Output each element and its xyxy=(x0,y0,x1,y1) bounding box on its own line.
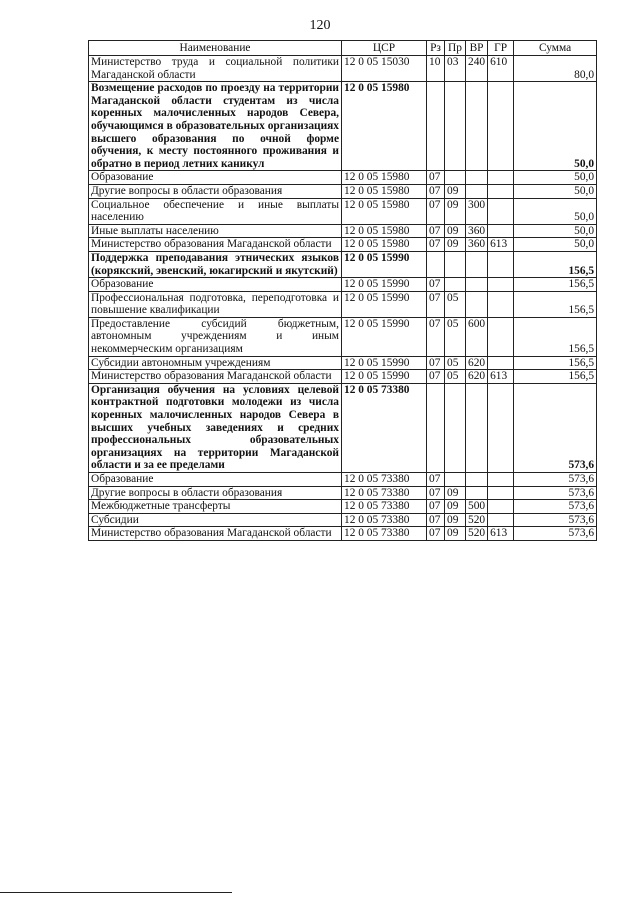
cell-rz: 07 xyxy=(427,184,445,198)
cell-pr: 05 xyxy=(445,356,466,370)
cell-rz: 07 xyxy=(427,527,445,541)
cell-name: Организация обучения на условиях целевой контрактной подготовки молодежи из числа коренных малочисленных народов Севера в высших учебных заведениях и средних профессиональных образовательных организациях на территории Магаданской области и за ее пределами xyxy=(89,383,342,472)
cell-sum: 156,5 xyxy=(514,317,597,356)
cell-rz: 07 xyxy=(427,356,445,370)
cell-gr xyxy=(488,171,514,185)
cell-name: Другие вопросы в области образования xyxy=(89,486,342,500)
table-row xyxy=(89,82,597,171)
cell-csr: 12 0 05 73380 xyxy=(342,473,427,487)
cell-vr: 620 xyxy=(466,356,488,370)
cell-pr: 09 xyxy=(445,500,466,514)
cell-name: Иные выплаты населению xyxy=(89,224,342,238)
cell-pr: 09 xyxy=(445,224,466,238)
cell-csr: 12 0 05 15990 xyxy=(342,356,427,370)
cell-pr: 03 xyxy=(445,56,466,82)
footnote-divider xyxy=(0,892,232,893)
cell-rz: 07 xyxy=(427,370,445,384)
cell-sum: 80,0 xyxy=(514,56,597,82)
cell-name: Другие вопросы в области образования xyxy=(89,184,342,198)
cell-rz: 07 xyxy=(427,291,445,317)
cell-pr: 05 xyxy=(445,370,466,384)
cell-rz: 07 xyxy=(427,317,445,356)
cell-name: Образование xyxy=(89,278,342,292)
cell-pr xyxy=(445,383,466,472)
page-number: 120 xyxy=(309,18,331,33)
cell-csr: 12 0 05 15980 xyxy=(342,198,427,224)
table-row xyxy=(89,278,597,292)
cell-name: Межбюджетные трансферты xyxy=(89,500,342,514)
cell-vr xyxy=(466,383,488,472)
cell-vr xyxy=(466,486,488,500)
cell-gr xyxy=(488,513,514,527)
cell-csr: 12 0 05 73380 xyxy=(342,527,427,541)
cell-sum: 573,6 xyxy=(514,473,597,487)
cell-sum: 573,6 xyxy=(514,383,597,472)
cell-rz xyxy=(427,251,445,277)
cell-sum: 156,5 xyxy=(514,291,597,317)
cell-sum: 50,0 xyxy=(514,238,597,252)
table-row xyxy=(89,473,597,487)
cell-rz xyxy=(427,82,445,171)
table-row xyxy=(89,486,597,500)
cell-name: Министерство труда и социальной политики Магаданской области xyxy=(89,56,342,82)
cell-rz: 07 xyxy=(427,513,445,527)
cell-sum: 156,5 xyxy=(514,370,597,384)
cell-gr xyxy=(488,486,514,500)
cell-pr: 09 xyxy=(445,184,466,198)
cell-name: Образование xyxy=(89,171,342,185)
table-row xyxy=(89,56,597,82)
table-row xyxy=(89,317,597,356)
cell-pr: 09 xyxy=(445,198,466,224)
cell-vr xyxy=(466,251,488,277)
cell-vr: 600 xyxy=(466,317,488,356)
cell-vr: 360 xyxy=(466,224,488,238)
cell-vr xyxy=(466,473,488,487)
cell-name: Министерство образования Магаданской области xyxy=(89,527,342,541)
cell-csr: 12 0 05 15980 xyxy=(342,224,427,238)
cell-sum: 50,0 xyxy=(514,171,597,185)
table-row xyxy=(89,238,597,252)
table-row xyxy=(89,198,597,224)
cell-gr: 610 xyxy=(488,56,514,82)
cell-sum: 156,5 xyxy=(514,278,597,292)
cell-vr: 520 xyxy=(466,527,488,541)
cell-csr: 12 0 05 15990 xyxy=(342,251,427,277)
cell-pr: 09 xyxy=(445,513,466,527)
cell-gr xyxy=(488,317,514,356)
cell-vr xyxy=(466,291,488,317)
cell-pr: 09 xyxy=(445,238,466,252)
cell-name: Министерство образования Магаданской области xyxy=(89,238,342,252)
cell-vr: 520 xyxy=(466,513,488,527)
table-row xyxy=(89,184,597,198)
table-row xyxy=(89,171,597,185)
table-row xyxy=(89,224,597,238)
cell-vr xyxy=(466,171,488,185)
cell-gr xyxy=(488,82,514,171)
cell-csr: 12 0 05 15980 xyxy=(342,238,427,252)
cell-pr: 09 xyxy=(445,486,466,500)
cell-rz xyxy=(427,383,445,472)
cell-vr: 300 xyxy=(466,198,488,224)
table-row xyxy=(89,370,597,384)
cell-name: Социальное обеспечение и иные выплаты населению xyxy=(89,198,342,224)
cell-gr xyxy=(488,291,514,317)
table-row xyxy=(89,291,597,317)
cell-csr: 12 0 05 15990 xyxy=(342,370,427,384)
cell-gr xyxy=(488,383,514,472)
cell-gr xyxy=(488,278,514,292)
table-row xyxy=(89,383,597,472)
cell-csr: 12 0 05 15980 xyxy=(342,184,427,198)
cell-pr xyxy=(445,473,466,487)
cell-sum: 156,5 xyxy=(514,251,597,277)
cell-rz: 07 xyxy=(427,198,445,224)
cell-name: Субсидии xyxy=(89,513,342,527)
cell-sum: 50,0 xyxy=(514,184,597,198)
cell-csr: 12 0 05 15980 xyxy=(342,171,427,185)
cell-sum: 50,0 xyxy=(514,198,597,224)
cell-csr: 12 0 05 15990 xyxy=(342,278,427,292)
cell-csr: 12 0 05 15030 xyxy=(342,56,427,82)
cell-sum: 573,6 xyxy=(514,500,597,514)
cell-gr: 613 xyxy=(488,238,514,252)
table-row xyxy=(89,500,597,514)
cell-csr: 12 0 05 15980 xyxy=(342,82,427,171)
cell-gr: 613 xyxy=(488,527,514,541)
cell-name: Субсидии автономным учреждениям xyxy=(89,356,342,370)
cell-gr xyxy=(488,473,514,487)
cell-rz: 07 xyxy=(427,473,445,487)
cell-pr: 09 xyxy=(445,527,466,541)
header-rz: Рз xyxy=(427,41,445,56)
cell-rz: 07 xyxy=(427,500,445,514)
cell-csr: 12 0 05 73380 xyxy=(342,500,427,514)
cell-sum: 50,0 xyxy=(514,82,597,171)
cell-pr xyxy=(445,171,466,185)
cell-gr xyxy=(488,224,514,238)
cell-pr xyxy=(445,82,466,171)
cell-gr xyxy=(488,251,514,277)
cell-rz: 07 xyxy=(427,278,445,292)
budget-table xyxy=(88,40,597,541)
cell-vr: 240 xyxy=(466,56,488,82)
header-csr: ЦСР xyxy=(342,41,427,56)
cell-vr: 620 xyxy=(466,370,488,384)
cell-rz: 07 xyxy=(427,486,445,500)
cell-name: Предоставление субсидий бюджетным, автономным учреждениям и иным некоммерческим организациям xyxy=(89,317,342,356)
cell-csr: 12 0 05 73380 xyxy=(342,486,427,500)
cell-gr xyxy=(488,500,514,514)
header-pr: Пр xyxy=(445,41,466,56)
table-row xyxy=(89,251,597,277)
cell-csr: 12 0 05 73380 xyxy=(342,383,427,472)
header-row xyxy=(89,41,597,56)
header-vr: ВР xyxy=(466,41,488,56)
cell-gr xyxy=(488,184,514,198)
header-gr: ГР xyxy=(488,41,514,56)
cell-gr xyxy=(488,356,514,370)
cell-pr xyxy=(445,278,466,292)
cell-sum: 573,6 xyxy=(514,486,597,500)
cell-csr: 12 0 05 15990 xyxy=(342,291,427,317)
cell-gr: 613 xyxy=(488,370,514,384)
cell-name: Возмещение расходов по проезду на территории Магаданской области студентам из числа коренных малочисленных народов Севера, обучающимся в образовательных организациях высшего образования по очной форме обучения, к месту постоянного проживания и обратно в период летних каникул xyxy=(89,82,342,171)
cell-sum: 156,5 xyxy=(514,356,597,370)
table-row xyxy=(89,356,597,370)
cell-vr xyxy=(466,278,488,292)
cell-name: Профессиональная подготовка, переподготовка и повышение квалификации xyxy=(89,291,342,317)
header-name: Наименование xyxy=(89,41,342,56)
cell-csr: 12 0 05 73380 xyxy=(342,513,427,527)
cell-name: Министерство образования Магаданской области xyxy=(89,370,342,384)
table-row xyxy=(89,513,597,527)
cell-name: Образование xyxy=(89,473,342,487)
table-row xyxy=(89,527,597,541)
cell-vr xyxy=(466,82,488,171)
cell-rz: 07 xyxy=(427,171,445,185)
cell-csr: 12 0 05 15990 xyxy=(342,317,427,356)
cell-gr xyxy=(488,198,514,224)
cell-vr: 360 xyxy=(466,238,488,252)
cell-sum: 573,6 xyxy=(514,527,597,541)
cell-pr: 05 xyxy=(445,317,466,356)
cell-name: Поддержка преподавания этнических языков (корякский, эвенский, юкагирский и якутский) xyxy=(89,251,342,277)
cell-rz: 10 xyxy=(427,56,445,82)
header-sum: Сумма xyxy=(514,41,597,56)
cell-pr: 05 xyxy=(445,291,466,317)
cell-sum: 573,6 xyxy=(514,513,597,527)
cell-vr: 500 xyxy=(466,500,488,514)
cell-sum: 50,0 xyxy=(514,224,597,238)
cell-vr xyxy=(466,184,488,198)
cell-pr xyxy=(445,251,466,277)
cell-rz: 07 xyxy=(427,238,445,252)
cell-rz: 07 xyxy=(427,224,445,238)
